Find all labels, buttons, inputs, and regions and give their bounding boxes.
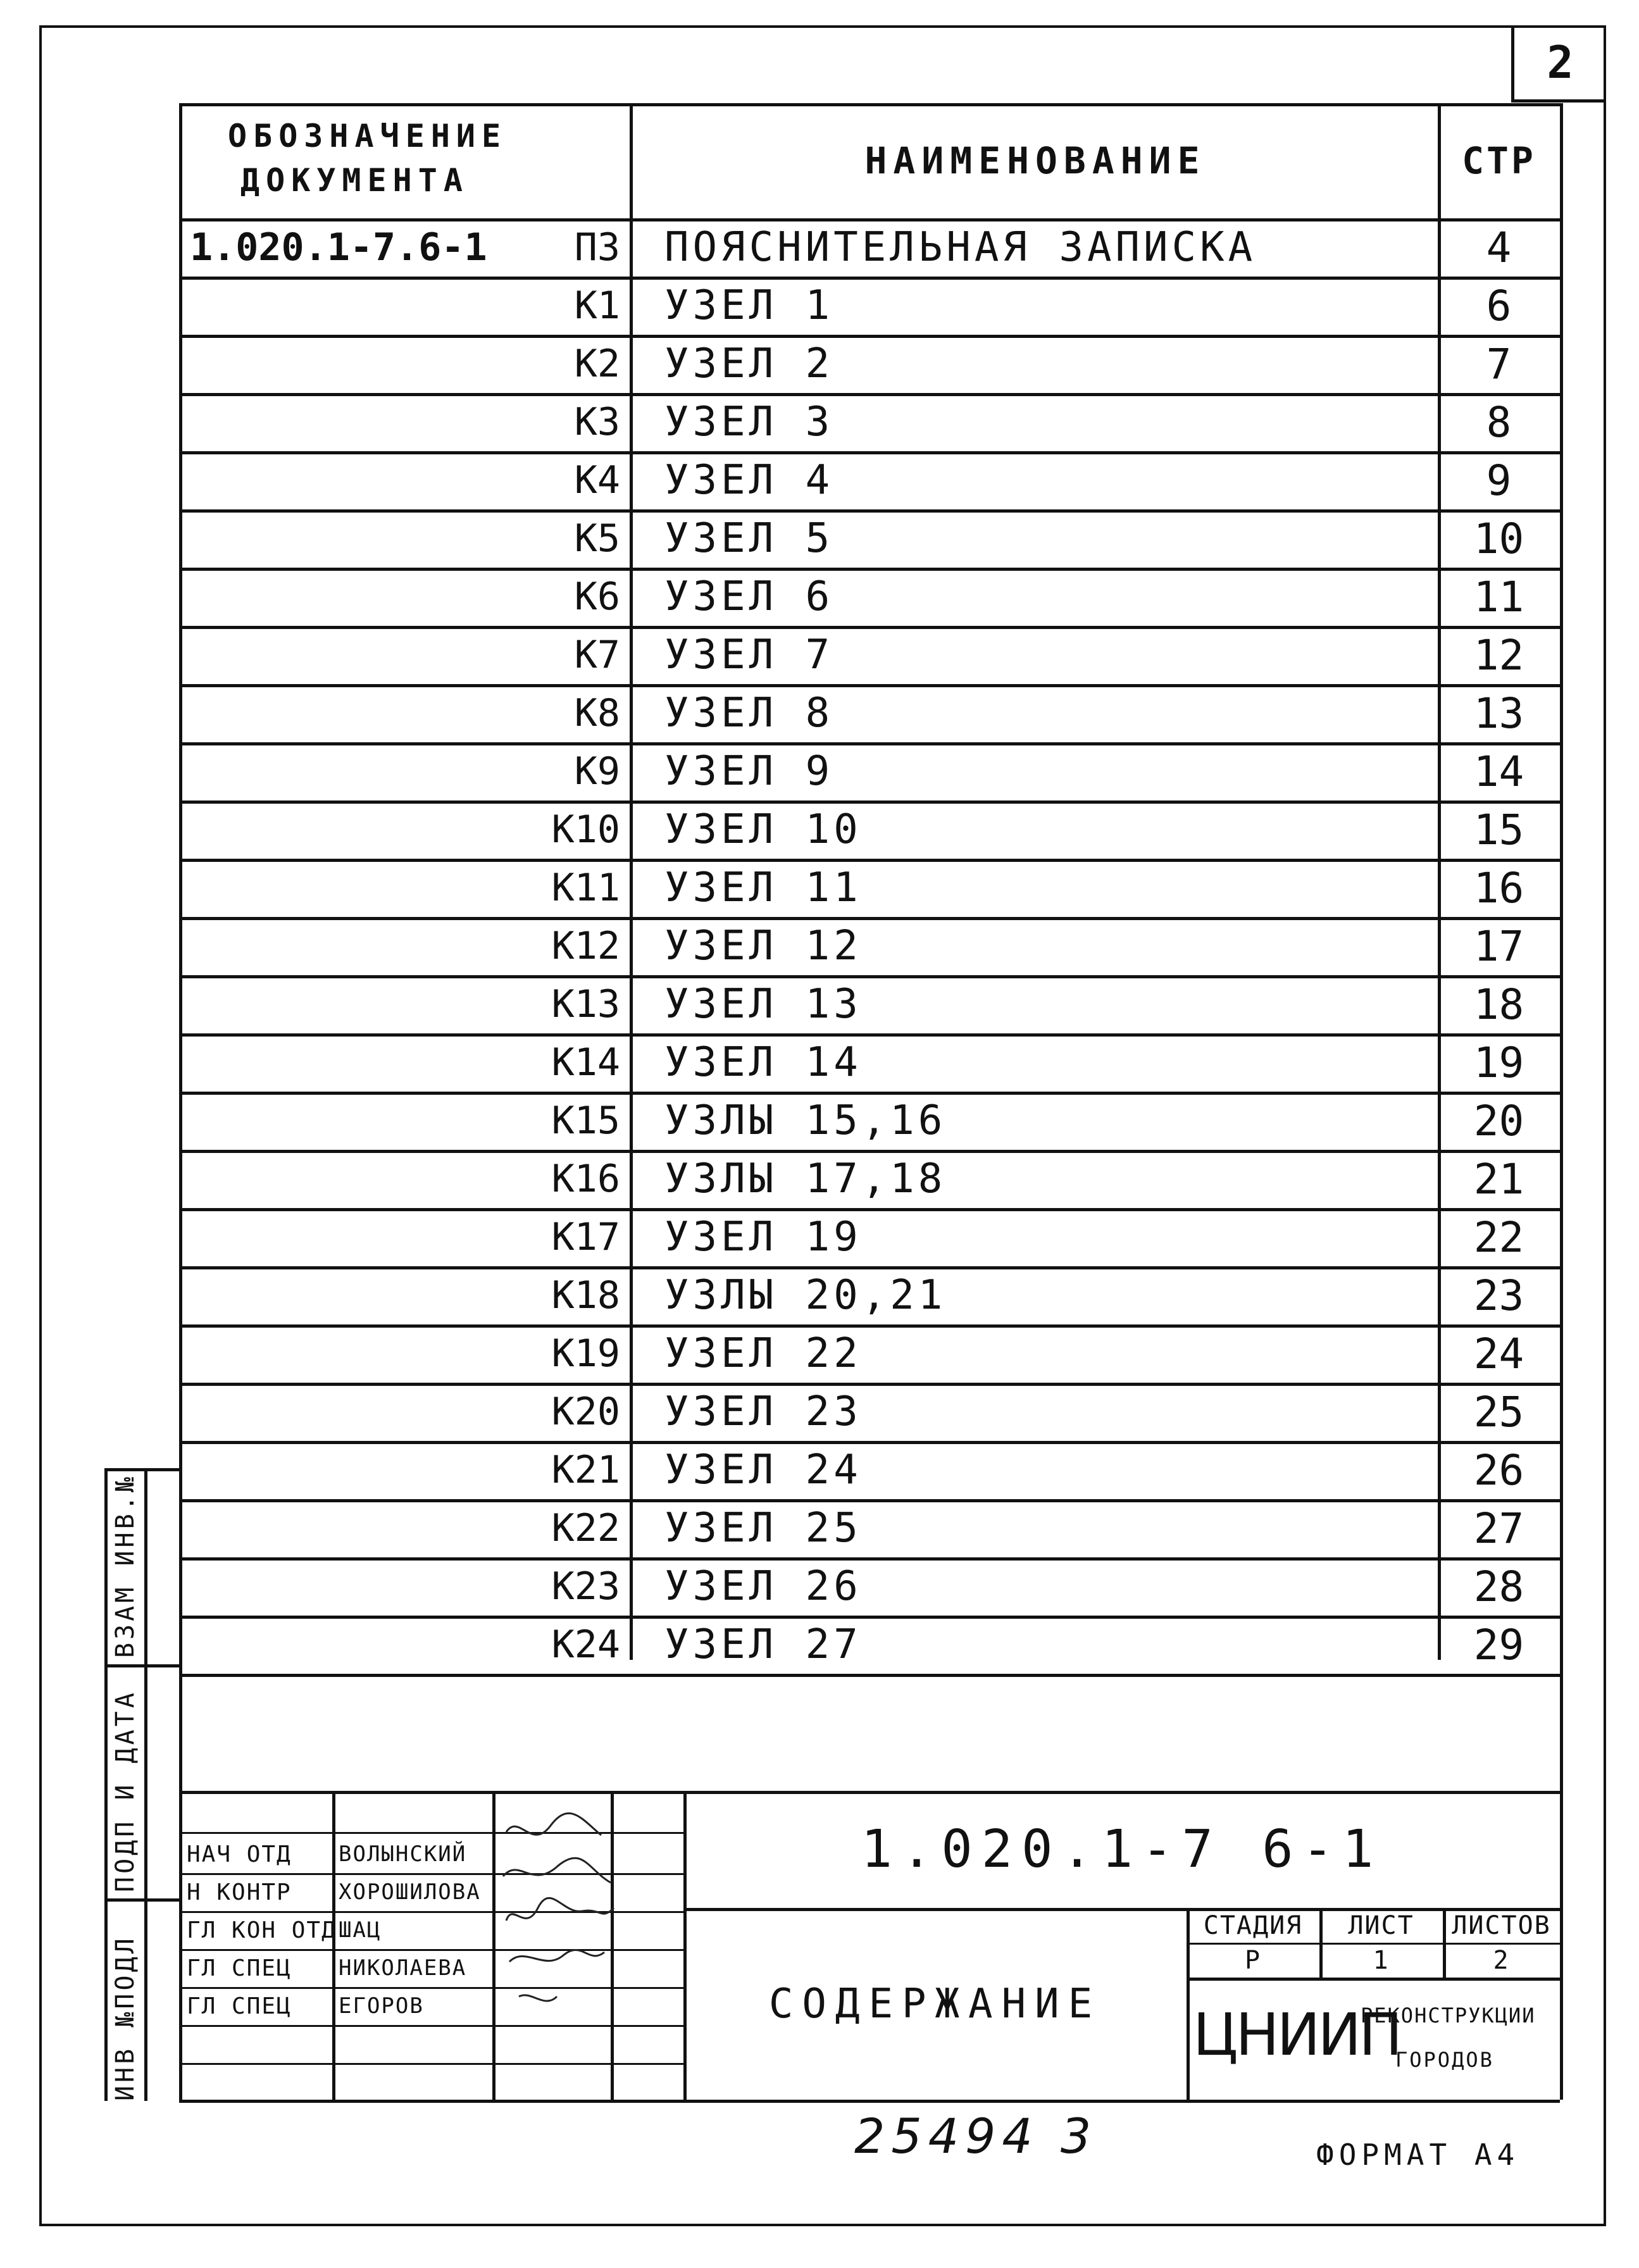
row-designation: К11 [551, 866, 620, 910]
role-person: ХОРОШИЛОВА [339, 1879, 481, 1905]
row-page: 14 [1473, 747, 1524, 796]
row-designation: К20 [551, 1390, 620, 1434]
row-page: 26 [1473, 1445, 1524, 1495]
row-divider [179, 1033, 1560, 1037]
row-page: 22 [1473, 1212, 1524, 1262]
row-page: 27 [1473, 1504, 1524, 1553]
row-designation: К23 [551, 1564, 620, 1609]
row-name: УЗЕЛ 13 [664, 981, 862, 1028]
row-page: 19 [1473, 1038, 1524, 1087]
row-divider [179, 626, 1560, 629]
row-divider [179, 975, 1560, 978]
row-divider [179, 1324, 1560, 1328]
row-page: 10 [1473, 514, 1524, 563]
row-name: УЗЛЫ 15,16 [664, 1097, 947, 1144]
row-page: 25 [1473, 1387, 1524, 1436]
row-name: УЗЕЛ 14 [664, 1039, 862, 1086]
row-designation: К10 [551, 807, 620, 852]
row-divider [179, 1383, 1560, 1386]
sheet-label: ЛИСТ [1348, 1910, 1414, 1940]
side-label-inv-podl: ИНВ №ПОДЛ [111, 1935, 140, 2101]
row-divider [179, 393, 1560, 396]
role-person: ВОЛЫНСКИЙ [339, 1841, 467, 1867]
row-designation: К16 [551, 1157, 620, 1201]
row-designation: К7 [574, 633, 620, 677]
row-page: 8 [1486, 397, 1512, 447]
role-label: ГЛ СПЕЦ [187, 1955, 292, 1981]
row-designation: К1 [574, 284, 620, 328]
row-designation: К13 [551, 982, 620, 1026]
tb-org-divider [1187, 1978, 1560, 1981]
row-name: УЗЛЫ 20,21 [664, 1272, 947, 1319]
row-divider [179, 684, 1560, 687]
row-name: УЗЕЛ 7 [664, 632, 834, 678]
format-label: ФОРМАТ А4 [1316, 2138, 1520, 2172]
row-name: УЗЕЛ 27 [664, 1621, 862, 1668]
role-person: ШАЦ [339, 1917, 382, 1943]
row-designation: К2 [574, 342, 620, 386]
row-page: 15 [1473, 805, 1524, 854]
row-designation: К3 [574, 400, 620, 444]
row-name: УЗЕЛ 8 [664, 690, 834, 737]
row-page: 13 [1473, 688, 1524, 738]
row-page: 16 [1473, 863, 1524, 913]
row-page: 12 [1473, 630, 1524, 680]
row-page: 17 [1473, 921, 1524, 971]
org-logo: ЦНИИП [1193, 2000, 1400, 2069]
row-page: 23 [1473, 1271, 1524, 1320]
row-page: 24 [1473, 1329, 1524, 1378]
header-name: НАИМЕНОВАНИЕ [864, 139, 1206, 182]
header-designation-line2: ДОКУМЕНТА [240, 162, 469, 199]
sheets-label: ЛИСТОВ [1452, 1910, 1551, 1940]
row-divider [179, 1557, 1560, 1561]
row-designation: К14 [551, 1040, 620, 1085]
row-divider [179, 1499, 1560, 1502]
row-designation: К19 [551, 1331, 620, 1376]
role-person: НИКОЛАЕВА [339, 1955, 467, 1981]
row-designation: К21 [551, 1448, 620, 1492]
row-name: УЗЕЛ 26 [664, 1563, 862, 1610]
row-code-prefix: 1.020.1-7.6-1 [190, 225, 487, 270]
header-designation-line1: ОБОЗНАЧЕНИЕ [228, 118, 508, 154]
role-label: ГЛ СПЕЦ [187, 1993, 292, 2019]
row-designation: К6 [574, 575, 620, 619]
row-page: 6 [1486, 281, 1512, 330]
archive-number: 25494 3 [854, 2107, 1098, 2164]
row-page: 18 [1473, 980, 1524, 1029]
stage-value: Р [1244, 1945, 1262, 1975]
row-name: УЗЕЛ 5 [664, 515, 834, 562]
side-label-podp-data: ПОДП И ДАТА [111, 1690, 140, 1892]
row-name: УЗЕЛ 6 [664, 573, 834, 620]
row-page: 9 [1486, 456, 1512, 505]
row-page: 21 [1473, 1154, 1524, 1204]
side-strip [104, 1468, 144, 2101]
row-name: УЗЕЛ 11 [664, 864, 862, 911]
signatures-drawing [494, 1807, 620, 2072]
row-designation: К18 [551, 1273, 620, 1318]
org-line-1: РЕКОНСТРУКЦИИ [1361, 2003, 1536, 2028]
row-divider [179, 568, 1560, 571]
row-divider [179, 277, 1560, 280]
row-page: 28 [1473, 1562, 1524, 1611]
row-designation: К5 [574, 516, 620, 561]
side-label-vzam-inv: ВЗАМ ИНВ.№ [111, 1474, 140, 1658]
title-block-bottom-border [179, 2100, 1560, 2103]
table-left-border [179, 103, 182, 2100]
row-divider [179, 801, 1560, 804]
role-label: НАЧ ОТД [187, 1841, 292, 1867]
row-page: 11 [1473, 572, 1524, 621]
role-person: ЕГОРОВ [339, 1993, 424, 2019]
row-page: 20 [1473, 1096, 1524, 1145]
role-label: Н КОНТР [187, 1879, 292, 1905]
side-strip-inner-border [144, 1468, 147, 2101]
row-divider [179, 509, 1560, 513]
row-designation: К15 [551, 1099, 620, 1143]
row-name: УЗЕЛ 4 [664, 457, 834, 504]
row-divider [179, 451, 1560, 454]
row-designation: К17 [551, 1215, 620, 1259]
title-block-title: СОДЕРЖАНИЕ [768, 1980, 1102, 2028]
row-designation: К9 [574, 749, 620, 794]
row-designation: ПЗ [574, 225, 620, 270]
role-label: ГЛ КОН ОТД [187, 1917, 337, 1943]
row-designation: К12 [551, 924, 620, 968]
row-name: УЗЕЛ 2 [664, 340, 834, 387]
stage-label: СТАДИЯ [1203, 1910, 1303, 1940]
table-right-border [1560, 103, 1563, 2100]
row-name: УЗЕЛ 9 [664, 748, 834, 795]
row-divider [179, 742, 1560, 745]
row-divider [179, 1674, 1560, 1677]
row-name: УЗЛЫ 17,18 [664, 1156, 947, 1202]
row-name: УЗЕЛ 25 [664, 1505, 862, 1552]
row-divider [179, 335, 1560, 338]
sheet-value: 1 [1373, 1945, 1390, 1975]
row-designation: К24 [551, 1623, 620, 1667]
org-line-2: ГОРОДОВ [1395, 2048, 1494, 2072]
title-block-doc-code: 1.020.1-7 6-1 [861, 1819, 1383, 1879]
row-page: 4 [1486, 223, 1512, 272]
row-name: УЗЕЛ 22 [664, 1330, 862, 1377]
row-divider [179, 1208, 1560, 1211]
row-name: УЗЕЛ 24 [664, 1447, 862, 1493]
row-name: ПОЯСНИТЕЛЬНАЯ ЗАПИСКА [664, 224, 1257, 271]
sheets-value: 2 [1493, 1945, 1510, 1975]
row-page: 29 [1473, 1620, 1524, 1669]
row-divider [179, 859, 1560, 862]
row-name: УЗЕЛ 19 [664, 1214, 862, 1261]
row-designation: К8 [574, 691, 620, 735]
row-name: УЗЕЛ 3 [664, 399, 834, 446]
row-designation: К4 [574, 458, 620, 502]
row-divider [179, 917, 1560, 920]
row-name: УЗЕЛ 1 [664, 282, 834, 329]
row-divider [179, 1616, 1560, 1619]
row-name: УЗЕЛ 23 [664, 1388, 862, 1435]
header-page: СТР [1462, 139, 1536, 182]
row-name: УЗЕЛ 12 [664, 923, 862, 969]
row-divider [179, 1441, 1560, 1444]
row-name: УЗЕЛ 10 [664, 806, 862, 853]
row-page: 7 [1486, 339, 1512, 389]
row-designation: К22 [551, 1506, 620, 1550]
sheet-number: 2 [1511, 25, 1606, 103]
